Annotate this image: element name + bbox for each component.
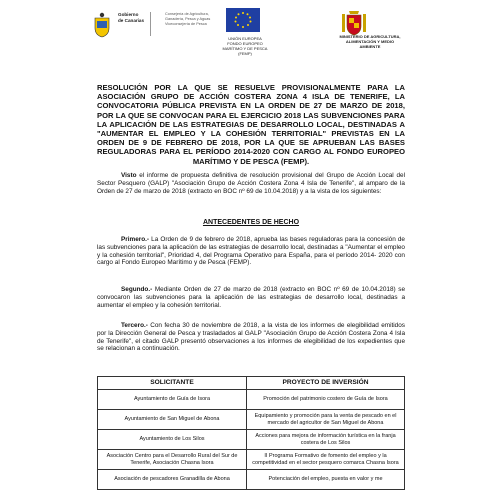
table-header-row — [98, 377, 405, 390]
consejeria-line-3: Viceconsejería de Pesca — [165, 21, 207, 26]
ministry-line-1: MINISTERIO DE AGRICULTURA, — [339, 34, 401, 39]
proyecto-cell: Potenciación del empleo, puesta en valor y me — [247, 470, 405, 490]
solicitante-cell: Ayuntamiento de San Miguel de Abona — [98, 410, 247, 430]
canarias-line-2: de Canarias — [118, 17, 145, 23]
visto-paragraph — [97, 172, 405, 195]
solicitante-cell: Asociación Centro para el Desarrollo Rural del Sur de Tenerife, Asociación Chasna Isora — [98, 450, 247, 470]
eu-caption-line-3: MARÍTIMO Y DE PESCA — [222, 46, 268, 51]
tercero-text: Con fecha 30 de noviembre de 2018, a la vista de los informes de elegibilidad emitidos por la Dirección General de Pesca y trasladados al GALP "Asociación Grupo de Acción Costera Zona 4 Isla de Tenerife", el citado GALP presentó observaciones a los informes de elegibilidad de los expedientes que se relacionan a continuación. — [97, 322, 405, 353]
consejeria-line-2: Ganadería, Pesca y Aguas — [165, 16, 211, 21]
proyecto-cell: Acciones para mejora de información turística en la franja costera de Los Silos — [247, 430, 405, 450]
canarias-crest-icon — [92, 12, 112, 38]
ministry-line-3: AMBIENTE — [359, 44, 381, 49]
segundo-label: Segundo.- — [121, 286, 153, 293]
solicitante-cell: Asociación de pescadores Granadilla de Abona — [98, 470, 247, 490]
eu-caption-line-1: UNIÓN EUROPEA — [228, 36, 262, 41]
header-solicitante: SOLICITANTE — [98, 377, 247, 390]
segundo-paragraph — [97, 286, 405, 309]
eu-flag-icon — [226, 8, 260, 32]
canarias-line-1: Gobierno — [118, 12, 139, 17]
table-row — [98, 450, 405, 470]
segundo-text: Mediante Orden de 27 de marzo de 2018 (extracto en BOC nº 69 de 10.04.2018) se convocaron las subvenciones para la aplicación de las estrategias de desarrollo local, destinadas a aumentar el empleo y la cohesión territorial. — [97, 286, 405, 309]
table-row — [98, 390, 405, 410]
solicitante-cell: Ayuntamiento de Los Silos — [98, 430, 247, 450]
eu-caption-line-4: (FEMP) — [238, 51, 252, 56]
antecedentes-heading: ANTECEDENTES DE HECHO — [202, 219, 300, 226]
eu-caption-line-2: FONDO EUROPEO — [227, 41, 263, 46]
consejeria-line-1: Consejería de Agricultura, — [165, 12, 209, 16]
document-header — [0, 0, 500, 80]
proyecto-cell: Equipamiento y promoción para la venta de pescado en el mercado del agricultor de San Miguel de Abona — [247, 410, 405, 430]
canarias-name — [118, 12, 144, 38]
canarias-logo-block — [92, 12, 210, 38]
table-row — [98, 470, 405, 490]
expedientes-table — [97, 376, 405, 490]
primero-paragraph — [97, 236, 405, 267]
tercero-paragraph — [97, 322, 405, 353]
proyecto-cell: II Programa Formativo de fomento del empleo y la competitividad en el sector pesquero comarca Chasna Isora — [247, 450, 405, 470]
header-divider — [150, 12, 151, 36]
tercero-label: Tercero.- — [121, 322, 148, 329]
header-proyecto: PROYECTO DE INVERSIÓN — [247, 377, 405, 390]
primero-label: Primero.- — [121, 236, 150, 243]
proyecto-cell: Promoción del patrimonio costero de Guía de Isora — [247, 390, 405, 410]
table-row — [98, 410, 405, 430]
primero-text: La Orden de 9 de febrero de 2018, aprueba las bases reguladoras para la concesión de las subvenciones para la aplicación de las estrategias de desarrollo local, destinadas a "Aumentar el empleo y la cohesión territorial", Prioridad 4, del Programa Operativo para España, para el período 2014- 2020 con cargo al Fondo Europeo Marítimo y de Pesca (FEMP). — [97, 236, 405, 267]
ministry-caption — [320, 34, 420, 49]
visto-label: Visto — [121, 172, 137, 179]
consejeria-name — [165, 12, 210, 38]
ministry-line-2: ALIMENTACIÓN Y MEDIO — [345, 39, 395, 44]
table-row — [98, 430, 405, 450]
resolution-title: RESOLUCIÓN POR LA QUE SE RESUELVE PROVISIONALMENTE PARA LA ASOCIACIÓN GRUPO DE ACCIÓN COSTERA ZONA 4 ISLA DE TENERIFE, LA CONVOCATORIA PÚBLICA PREVISTA EN LA ORDEN DE 27 DE MARZO DE 2018, POR LA QUE SE CONVOCAN PARA EL EJERCICIO 2018 LAS SUBVENCIONES PARA LA APLICACIÓN DE LAS ESTRATEGIAS DE DESARROLLO LOCAL, DESTINADAS A "AUMENTAR EL EMPLEO Y LA COHESIÓN TERRITORIAL" PREVISTAS EN LA ORDEN DE 9 DE FEBRERO DE 2018, POR LA QUE SE APRUEBAN LAS BASES REGULADORAS PARA EL PERÍODO 2014-2020 CON CARGO AL FONDO EUROPEO MARÍTIMO Y DE PESCA (FEMP). — [97, 83, 405, 166]
solicitante-cell: Ayuntamiento de Guía de Isora — [98, 390, 247, 410]
eu-caption — [200, 36, 290, 56]
visto-text: el informe de propuesta definitiva de resolución provisional del Grupo de Acción Local del Sector Pesquero (GALP) "Asociación Grupo de Acción Costera Zona 4 Isla de Tenerife", al amparo de la Orden de 27 de marzo de 2018 (extracto en BOC nº 69 de 10.04.2018) y a la vista de los siguientes: — [97, 172, 405, 195]
